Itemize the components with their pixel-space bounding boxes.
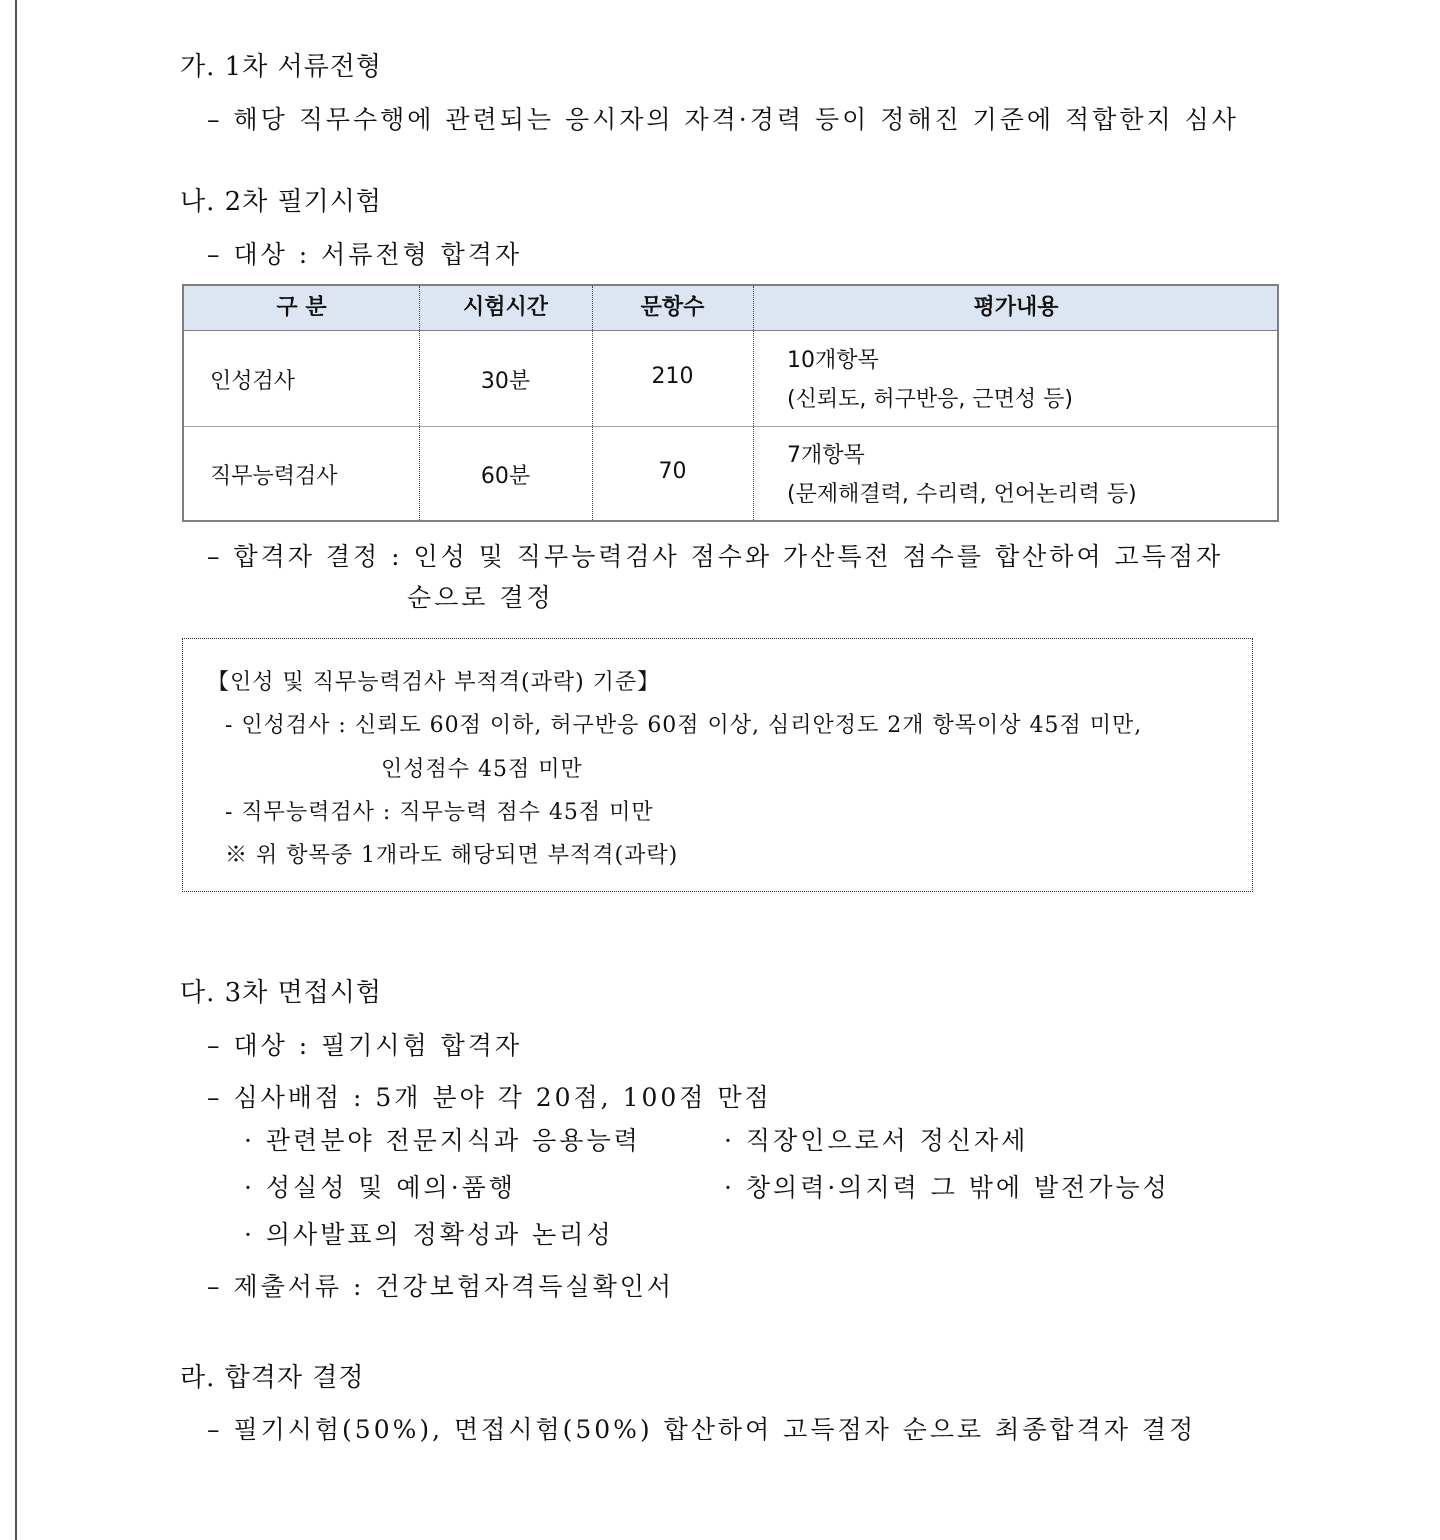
written-decision-line1: – 합격자 결정 : 인성 및 직무능력검사 점수와 가산특전 점수를 합산하여 고득점자 xyxy=(207,542,1224,571)
column-divider xyxy=(419,286,420,520)
criteria-title: 【인성 및 직무능력검사 부적격(과락) 기준】 xyxy=(207,670,661,695)
scoring-item: · 직장인으로서 정신자세 xyxy=(724,1126,1029,1155)
row-time: 60분 xyxy=(480,464,531,489)
fail-criteria-box xyxy=(182,638,1253,892)
scoring-item: · 성실성 및 예의·품행 xyxy=(244,1173,516,1202)
row-content-line2: (신뢰도, 허구반응, 근면성 등) xyxy=(787,387,1073,412)
header-category: 구 분 xyxy=(276,295,327,320)
scoring-item: · 창의력·의지력 그 밖에 발전가능성 xyxy=(724,1173,1170,1202)
row-count: 70 xyxy=(658,459,687,484)
written-test-table xyxy=(182,284,1279,522)
header-duration: 시험시간 xyxy=(462,295,548,320)
section-ga-line: – 해당 직무수행에 관련되는 응시자의 자격·경력 등이 정해진 기준에 적합한지 심사 xyxy=(207,105,1239,134)
section-ra-title: 라. 합격자 결정 xyxy=(180,1363,365,1393)
page-left-border xyxy=(15,0,17,1540)
section-da-scoring: – 심사배점 : 5개 분야 각 20점, 100점 만점 xyxy=(207,1083,772,1112)
section-na-target: – 대상 : 서류전형 합격자 xyxy=(207,240,523,269)
row-content-line1: 10개항목 xyxy=(787,348,879,373)
scoring-item: · 의사발표의 정확성과 논리성 xyxy=(244,1220,614,1249)
section-da-title: 다. 3차 면접시험 xyxy=(180,978,383,1008)
row-name: 직무능력검사 xyxy=(210,464,338,489)
section-na-title: 나. 2차 필기시험 xyxy=(180,187,383,217)
criteria-line: - 직무능력검사 : 직무능력 점수 45점 미만 xyxy=(225,800,654,825)
row-content-line1: 7개항목 xyxy=(787,443,865,468)
column-divider xyxy=(753,286,754,520)
scoring-item: · 관련분야 전문지식과 응용능력 xyxy=(244,1126,641,1155)
section-da-target: – 대상 : 필기시험 합격자 xyxy=(207,1031,523,1060)
table-row xyxy=(184,427,1277,522)
written-decision-line2: 순으로 결정 xyxy=(407,583,554,612)
section-ga-title: 가. 1차 서류전형 xyxy=(180,52,383,82)
table-row xyxy=(184,331,1277,427)
table-header-row xyxy=(184,286,1277,331)
header-content: 평가내용 xyxy=(973,295,1059,320)
criteria-line: - 인성검사 : 신뢰도 60점 이하, 허구반응 60점 이상, 심리안정도 2개 항목이상 45점 미만, xyxy=(225,713,1143,738)
section-ra-line: – 필기시험(50%), 면접시험(50%) 합산하여 고득점자 순으로 최종합격자 결정 xyxy=(207,1415,1197,1444)
section-da-documents: – 제출서류 : 건강보험자격득실확인서 xyxy=(207,1272,675,1301)
row-count: 210 xyxy=(651,364,694,389)
header-question-count: 문항수 xyxy=(640,295,705,320)
row-content-line2: (문제해결력, 수리력, 언어논리력 등) xyxy=(787,482,1137,507)
row-time: 30분 xyxy=(480,369,531,394)
criteria-note: ※ 위 항목중 1개라도 해당되면 부적격(과락) xyxy=(225,843,679,868)
column-divider xyxy=(592,286,593,520)
row-name: 인성검사 xyxy=(210,369,296,394)
criteria-line: 인성점수 45점 미만 xyxy=(381,757,583,782)
